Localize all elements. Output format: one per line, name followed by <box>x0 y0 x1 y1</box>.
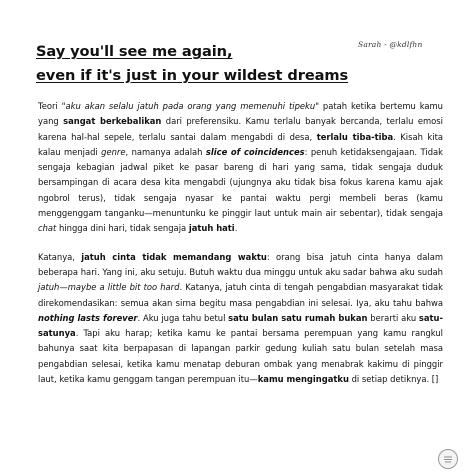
text-run: Katanya, <box>38 251 82 262</box>
text-run: : orang bisa jatuh cinta hanya dalam beberapa hari. Yang ini, aku setuju. Butuh waktu dua minggu untuk aku sadar bahwa aku sudah <box>38 251 443 277</box>
paragraph <box>38 250 443 388</box>
bold-phrase: jatuh hati <box>188 223 235 234</box>
text-run: , namanya adalah <box>125 146 206 157</box>
text-run: dari preferensiku. Kamu terlalu banyak bercanda, terlalu emosi karena hal-hal sepele, terlalu santai dalam mengabdi di desa, <box>38 116 443 142</box>
text-run: . Tapi aku harap; ketika kamu ke pantai bersama perempuan yang kamu rangkul bahunya saat kita berpapasan di lapangan parkir gedung kuliah satu bulan setelah masa pengabdian selesai, ketika kamu menatap deburan ombak yang menabrak kakimu di pinggir laut, ketika kamu genggam tangan perempuan itu— <box>38 328 443 385</box>
bold-phrase: sangat berkebalikan <box>63 116 162 127</box>
text-run: . Katanya, jatuh cinta di tengah pengabdian masyarakat tidak direkomendasikan: semua akan sirna begitu masa pengabdian ini selesai. Iya, aku tahu bahwa <box>38 282 443 308</box>
text-run: . <box>234 223 238 234</box>
text-run: : penuh ketidaksengajaan. Tidak sengaja kebagian jadwal piket ke pasar bareng di hari yang sama, tidak sengaja duduk bersampingan di acara desa kita mengabdi (ujungnya aku tidak bisa fokus karena kamu ajak ngobrol terus), tidak sengaja nyasar ke pantai waktu pergi membeli beras (kamu menggenggam tanganku—menuntunku ke pinggir laut untuk main air sebentar), tidak sengaja <box>38 146 443 219</box>
paragraph <box>38 99 443 237</box>
bold-phrase: terlalu tiba-tiba <box>316 131 394 142</box>
bold-phrase: jatuh cinta tidak memandang waktu <box>81 251 267 262</box>
signature: Sarah - @kdlfhn <box>358 40 423 49</box>
text-run: di setiap detiknya. [] <box>348 374 439 385</box>
title <box>36 40 366 88</box>
watermark-logo <box>438 449 458 469</box>
italic-phrase: genre <box>101 146 126 157</box>
text-run: . Kisah kita kalau menjadi <box>38 131 443 157</box>
story-body <box>38 99 443 400</box>
bold-phrase: satu bulan satu rumah bukan <box>228 312 368 323</box>
title-line-1: Say you'll see me again, <box>36 43 233 60</box>
bold-phrase: kamu mengingatku <box>257 374 349 385</box>
text-run: berarti aku <box>367 312 419 323</box>
italic-phrase: aku akan selalu jatuh pada orang yang memenuhi tipeku <box>65 101 316 111</box>
text-run: " patah ketika bertemu kamu yang <box>38 101 443 127</box>
text-run: Teori " <box>38 101 66 111</box>
text-run: hingga dini hari, tidak sengaja <box>56 223 189 234</box>
italic-phrase: chat <box>38 223 57 234</box>
logo-icon <box>440 451 456 467</box>
italic-phrase: jatuh—maybe a little bit too hard <box>38 282 180 293</box>
title-line-2: even if it's just in your wildest dreams <box>36 67 349 84</box>
bold-phrase: satu-satunya <box>38 312 443 339</box>
bold-italic-phrase: slice of coincidences <box>205 146 305 157</box>
bold-italic-phrase: nothing lasts forever <box>38 312 138 323</box>
text-run: . Aku juga tahu betul <box>137 312 229 323</box>
